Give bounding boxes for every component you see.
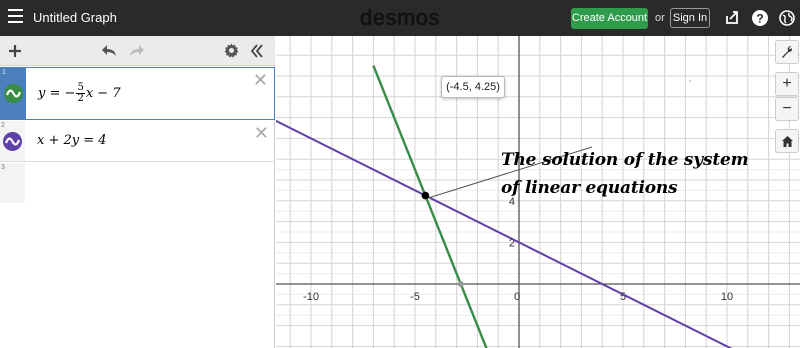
expression-2-math[interactable]: x + 2y = 4: [37, 133, 107, 148]
share-icon[interactable]: [723, 9, 741, 27]
help-icon[interactable]: [751, 9, 769, 27]
desmos-logo: desmos: [359, 5, 441, 30]
expression-toolbar: [0, 36, 275, 66]
annotation-line-2: of linear equations: [501, 178, 678, 198]
top-bar: [0, 0, 800, 36]
sign-in-button[interactable]: Sign In: [670, 8, 710, 28]
y-tick-label: 4: [508, 195, 515, 208]
expr-1-equals: =: [49, 86, 61, 101]
settings-gear-icon[interactable]: [224, 43, 239, 58]
menu-icon[interactable]: [8, 9, 23, 25]
expression-row-2[interactable]: [0, 121, 275, 162]
collapse-panel-icon[interactable]: [250, 44, 264, 58]
wrench-icon[interactable]: [775, 40, 799, 64]
x-tick-label: -10: [303, 291, 319, 303]
expression-number: 3: [1, 164, 5, 171]
graph-visibility-icon[interactable]: [3, 132, 22, 151]
zoom-out-button[interactable]: −: [775, 97, 799, 121]
expression-1-math[interactable]: [38, 83, 121, 104]
expr-1-rest: x − 7: [85, 86, 121, 101]
annotation-line-1: The solution of the system: [501, 150, 749, 170]
expr-1-sign: −: [64, 86, 76, 101]
graph-title[interactable]: Untitled Graph: [33, 10, 117, 25]
create-account-button[interactable]: Create Account: [571, 8, 648, 29]
expression-number: 1: [2, 69, 6, 76]
fraction-denominator: 2: [77, 93, 84, 104]
or-label: or: [655, 12, 665, 24]
y-tick-label: 2: [508, 237, 515, 250]
x-tick-label: -5: [410, 291, 420, 303]
x-intercept-point: [458, 281, 464, 287]
graph-visibility-icon[interactable]: [4, 84, 23, 103]
delete-expression-icon[interactable]: ✕: [253, 123, 269, 143]
fraction-numerator: 5: [77, 82, 84, 93]
add-expression-icon[interactable]: [8, 44, 22, 58]
x-tick-label: 0: [513, 291, 521, 303]
undo-icon[interactable]: [101, 44, 119, 58]
redo-icon[interactable]: [127, 44, 145, 58]
solution-annotation: [501, 146, 791, 202]
intersection-point: [422, 192, 430, 200]
expr-1-lhs: y: [38, 86, 46, 101]
expression-row-3[interactable]: [0, 163, 275, 348]
expression-row-1[interactable]: [0, 67, 275, 120]
expression-number: 2: [1, 122, 5, 129]
intersection-point-label[interactable]: (-4.5, 4.25): [441, 76, 505, 98]
x-tick-label: 10: [720, 291, 734, 303]
stray-dot: [689, 80, 691, 82]
zoom-in-button[interactable]: +: [775, 72, 799, 96]
expr-1-fraction: [76, 83, 84, 104]
x-tick-label: 5: [619, 291, 627, 303]
svg-text:?: ?: [756, 11, 764, 26]
globe-icon[interactable]: [778, 9, 796, 27]
expression-panel: [0, 36, 275, 348]
delete-expression-icon[interactable]: ✕: [252, 70, 268, 90]
